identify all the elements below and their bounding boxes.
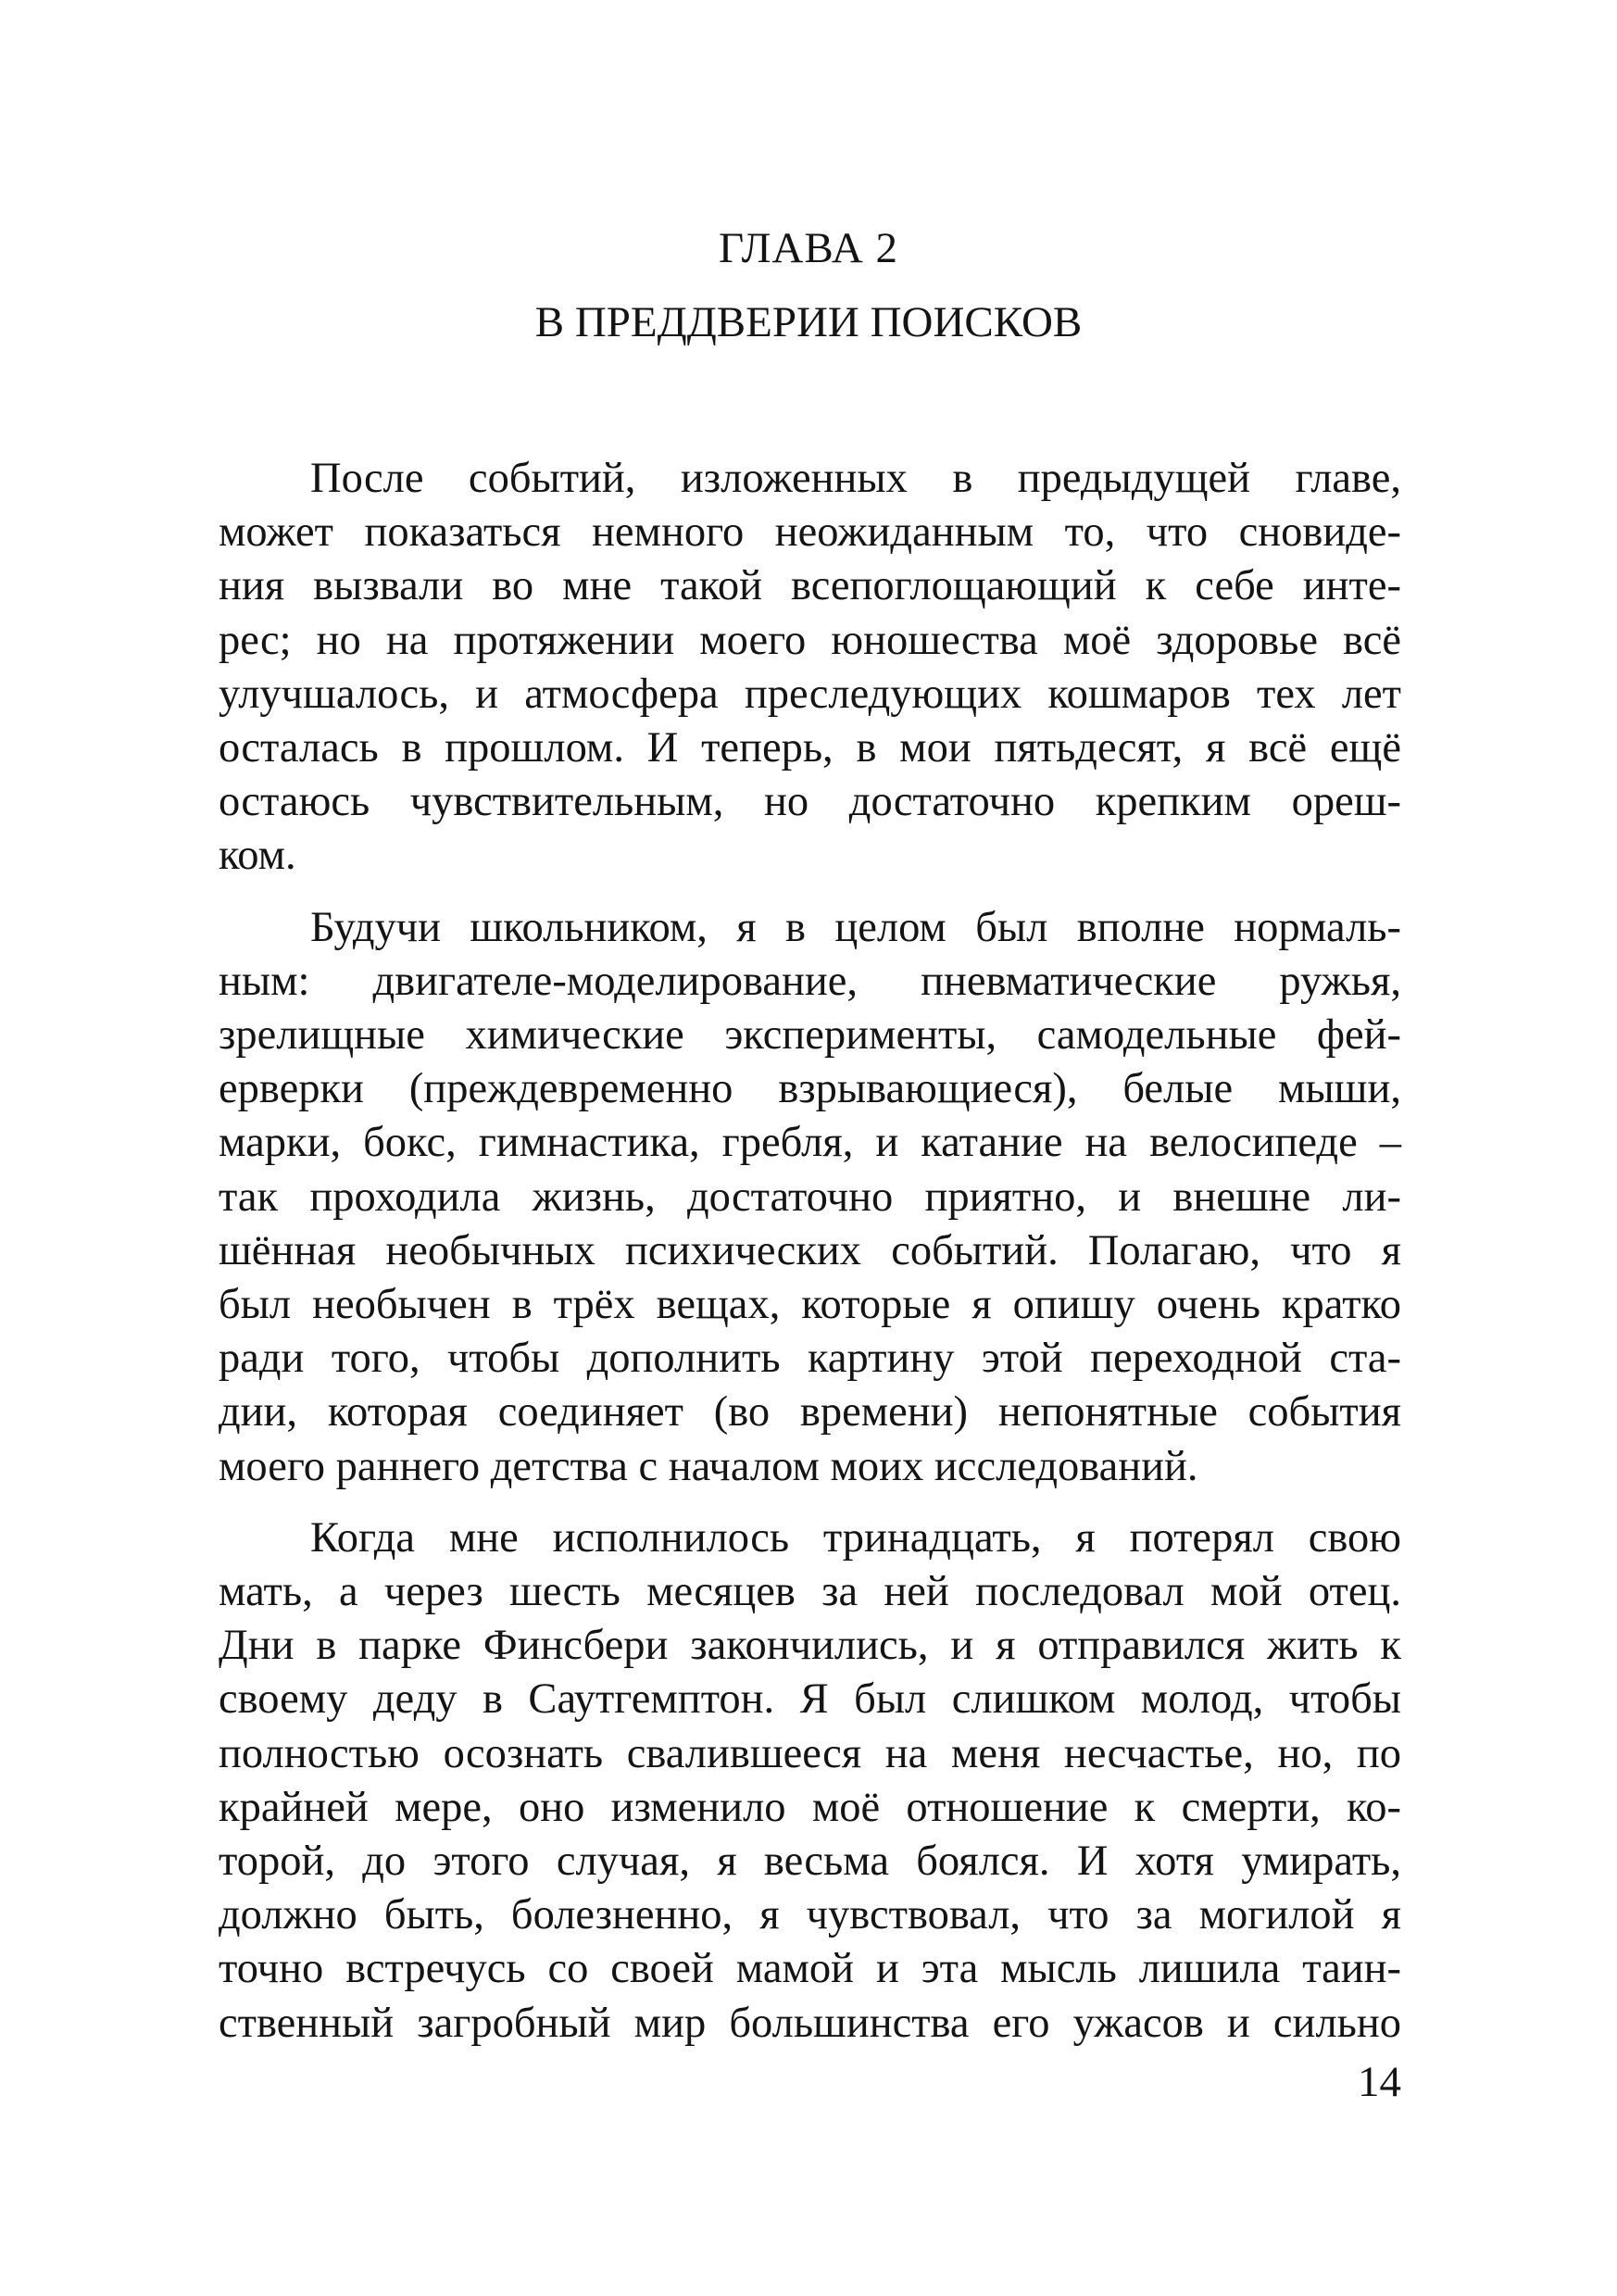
text-line: остаюсь чувствительным, но достаточно крепким ореш- [219, 778, 1401, 826]
text-line: Дни в парке Финсбери закончились, и я отправился жить к [219, 1622, 1401, 1670]
text-line: шённая необычных психических событий. Полагаю, что я [219, 1226, 1401, 1274]
text-line: Будучи школьником, я в целом был вполне нормаль- [310, 903, 1401, 951]
text-line: ния вызвали во мне такой всепоглощающий к себе инте- [219, 562, 1401, 610]
paragraph-2 [219, 901, 1401, 1494]
text-line: должно быть, болезненно, я чувствовал, что за могилой я [219, 1891, 1401, 1939]
paragraph-3 [219, 1512, 1401, 2051]
text-line: был необычен в трёх вещах, которые я опишу очень кратко [219, 1281, 1401, 1329]
text-line: мать, а через шесть месяцев за ней последовал мой отец. [219, 1568, 1401, 1616]
text-line: точно встречусь со своей мамой и эта мысль лишила таин- [219, 1945, 1401, 1993]
text-line: После событий, изложенных в предыдущей главе, [310, 455, 1401, 502]
text-line: ственный загробный мир большинства его ужасов и сильно [219, 1999, 1401, 2047]
text-line: торой, до этого случая, я весьма боялся. И хотя умирать, [219, 1838, 1401, 1886]
text-line: осталась в прошлом. И теперь, в мои пятьдесят, я всё ещё [219, 724, 1401, 772]
page-number: 14 [1358, 2058, 1401, 2106]
text-line: может показаться немного неожиданным то, что сновиде- [219, 508, 1401, 557]
chapter-title: В ПРЕДДВЕРИИ ПОИСКОВ [534, 298, 1083, 346]
paragraph-1 [219, 452, 1401, 884]
body-text [219, 452, 1401, 2051]
text-line: ным: двигателе-моделирование, пневматические ружья, [219, 957, 1401, 1005]
text-line: своему деду в Саутгемптон. Я был слишком молод, чтобы [219, 1675, 1401, 1724]
text-line: крайней мере, оно изменило моё отношение к смерти, ко- [219, 1783, 1401, 1831]
text-line: улучшалось, и атмосфера преследующих кошмаров тех лет [219, 670, 1401, 718]
chapter-number: ГЛАВА 2 [718, 224, 899, 272]
text-line: ерверки (преждевременно взрывающиеся), белые мыши, [219, 1065, 1401, 1113]
text-line: марки, бокс, гимнастика, гребля, и катание на велосипеде – [219, 1119, 1401, 1167]
text-line: Когда мне исполнилось тринадцать, я потерял свою [310, 1513, 1401, 1562]
text-line: моего раннего детства с началом моих исследований. [219, 1442, 1198, 1490]
text-line: рес; но на протяжении моего юношества моё здоровье всё [219, 616, 1401, 664]
text-line: полностью осознать свалившееся на меня несчастье, но, по [219, 1729, 1401, 1777]
text-line: ком. [219, 832, 296, 880]
text-line: дии, которая соединяет (во времени) непонятные события [219, 1388, 1401, 1437]
text-line: ради того, чтобы дополнить картину этой переходной ста- [219, 1335, 1401, 1383]
text-line: зрелищные химические эксперименты, самодельные фей- [219, 1011, 1401, 1060]
text-line: так проходила жизнь, достаточно приятно, и внешне ли- [219, 1173, 1401, 1221]
